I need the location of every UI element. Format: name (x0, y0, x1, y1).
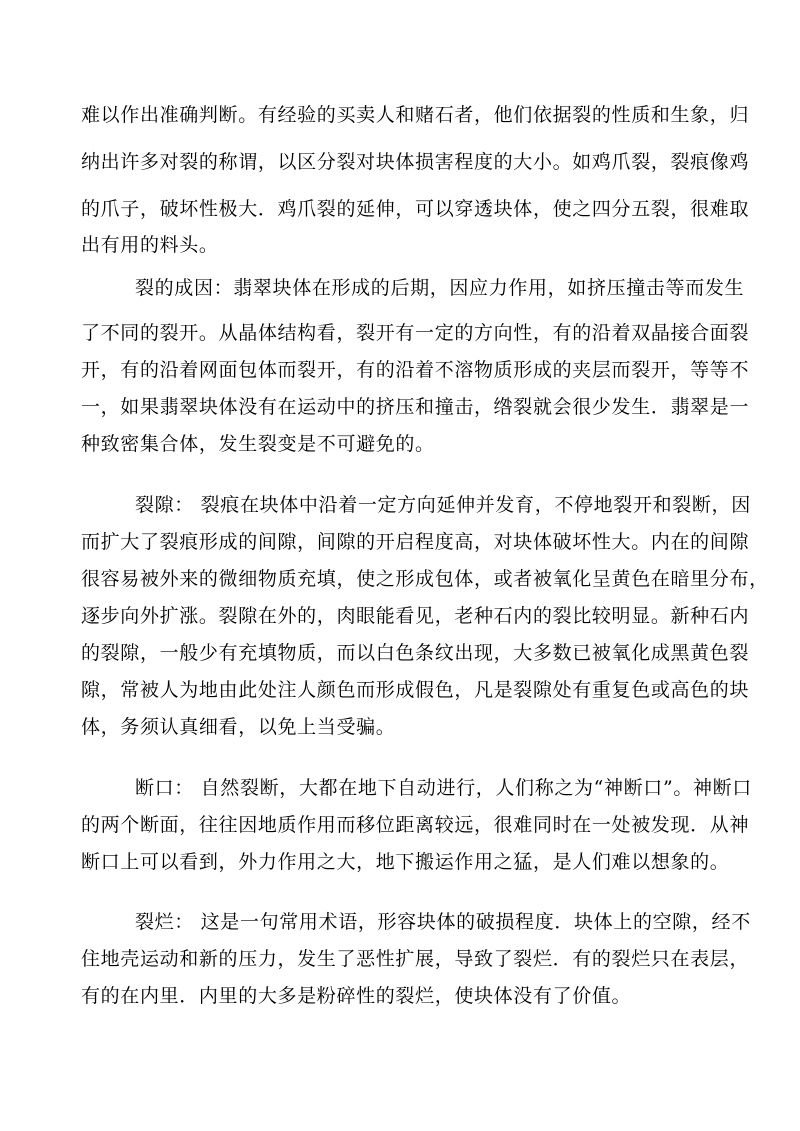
text-line: 的两个断面，往往因地质作用而移位距离较远，很难同时在一处被发现．从神 (81, 814, 750, 836)
text-line: 很容易被外来的微细物质充填，使之形成包体，或者被氧化呈黄色在暗里分布， (81, 568, 769, 590)
text-line: 断口： 自然裂断，大都在地下自动进行，人们称之为“神断口”。神断口 (135, 777, 752, 799)
text-line: 隙，常被人为地由此处注人颜色而形成假色，凡是裂隙处有重复色或高色的块 (81, 679, 750, 701)
text-line: 一，如果翡翠块体没有在运动中的挤压和撞击，绺裂就会很少发生．翡翠是一 (81, 396, 750, 418)
text-line: 逐步向外扩涨。裂隙在外的，肉眼能看见，老种石内的裂比较明显。新种石内 (81, 605, 750, 627)
text-line: 的裂隙，一般少有充填物质，而以白色条纹出现，大多数已被氧化成黑黄色裂 (81, 642, 750, 664)
text-line: 裂的成因：翡翠块体在形成的后期，因应力作用，如挤压撞击等而发生 (135, 277, 745, 299)
text-line: 裂隙： 裂痕在块体中沿着一定方向延伸并发育，不停地裂开和裂断，因 (135, 494, 751, 516)
text-line: 种致密集合体，发生裂变是不可避免的。 (81, 433, 435, 455)
text-line: 有的在内里．内里的大多是粉碎性的裂烂，使块体没有了价值。 (81, 985, 632, 1007)
text-line: 而扩大了裂痕形成的间隙，间隙的开启程度高，对块体破坏性大。内在的间隙 (81, 531, 750, 553)
text-line: 断口上可以看到，外力作用之大，地下搬运作用之猛，是人们难以想象的。 (81, 851, 730, 873)
text-line: 体，务须认真细看，以免上当受骗。 (81, 716, 396, 738)
text-line: 难以作出准确判断。有经验的买卖人和赌石者，他们依据裂的性质和生象，归 (81, 104, 750, 126)
text-line: 开，有的沿着网面包体而裂开，有的沿着不溶物质形成的夹层而裂开，等等不 (81, 359, 750, 381)
text-line: 住地壳运动和新的压力，发生了恶性扩展，导致了裂烂．有的裂烂只在表层， (81, 948, 750, 970)
text-line: 出有用的料头。 (81, 234, 219, 256)
text-line: 了不同的裂开。从晶体结构看，裂开有一定的方向性，有的沿着双晶接合面裂 (81, 322, 750, 344)
text-line: 裂烂： 这是一句常用术语，形容块体的破损程度．块体上的空隙，经不 (135, 911, 751, 933)
text-line: 的爪子，破坏性极大．鸡爪裂的延伸，可以穿透块体，使之四分五裂，很难取 (81, 198, 750, 220)
text-line: 纳出许多对裂的称谓，以区分裂对块体损害程度的大小。如鸡爪裂，裂痕像鸡 (81, 151, 750, 173)
